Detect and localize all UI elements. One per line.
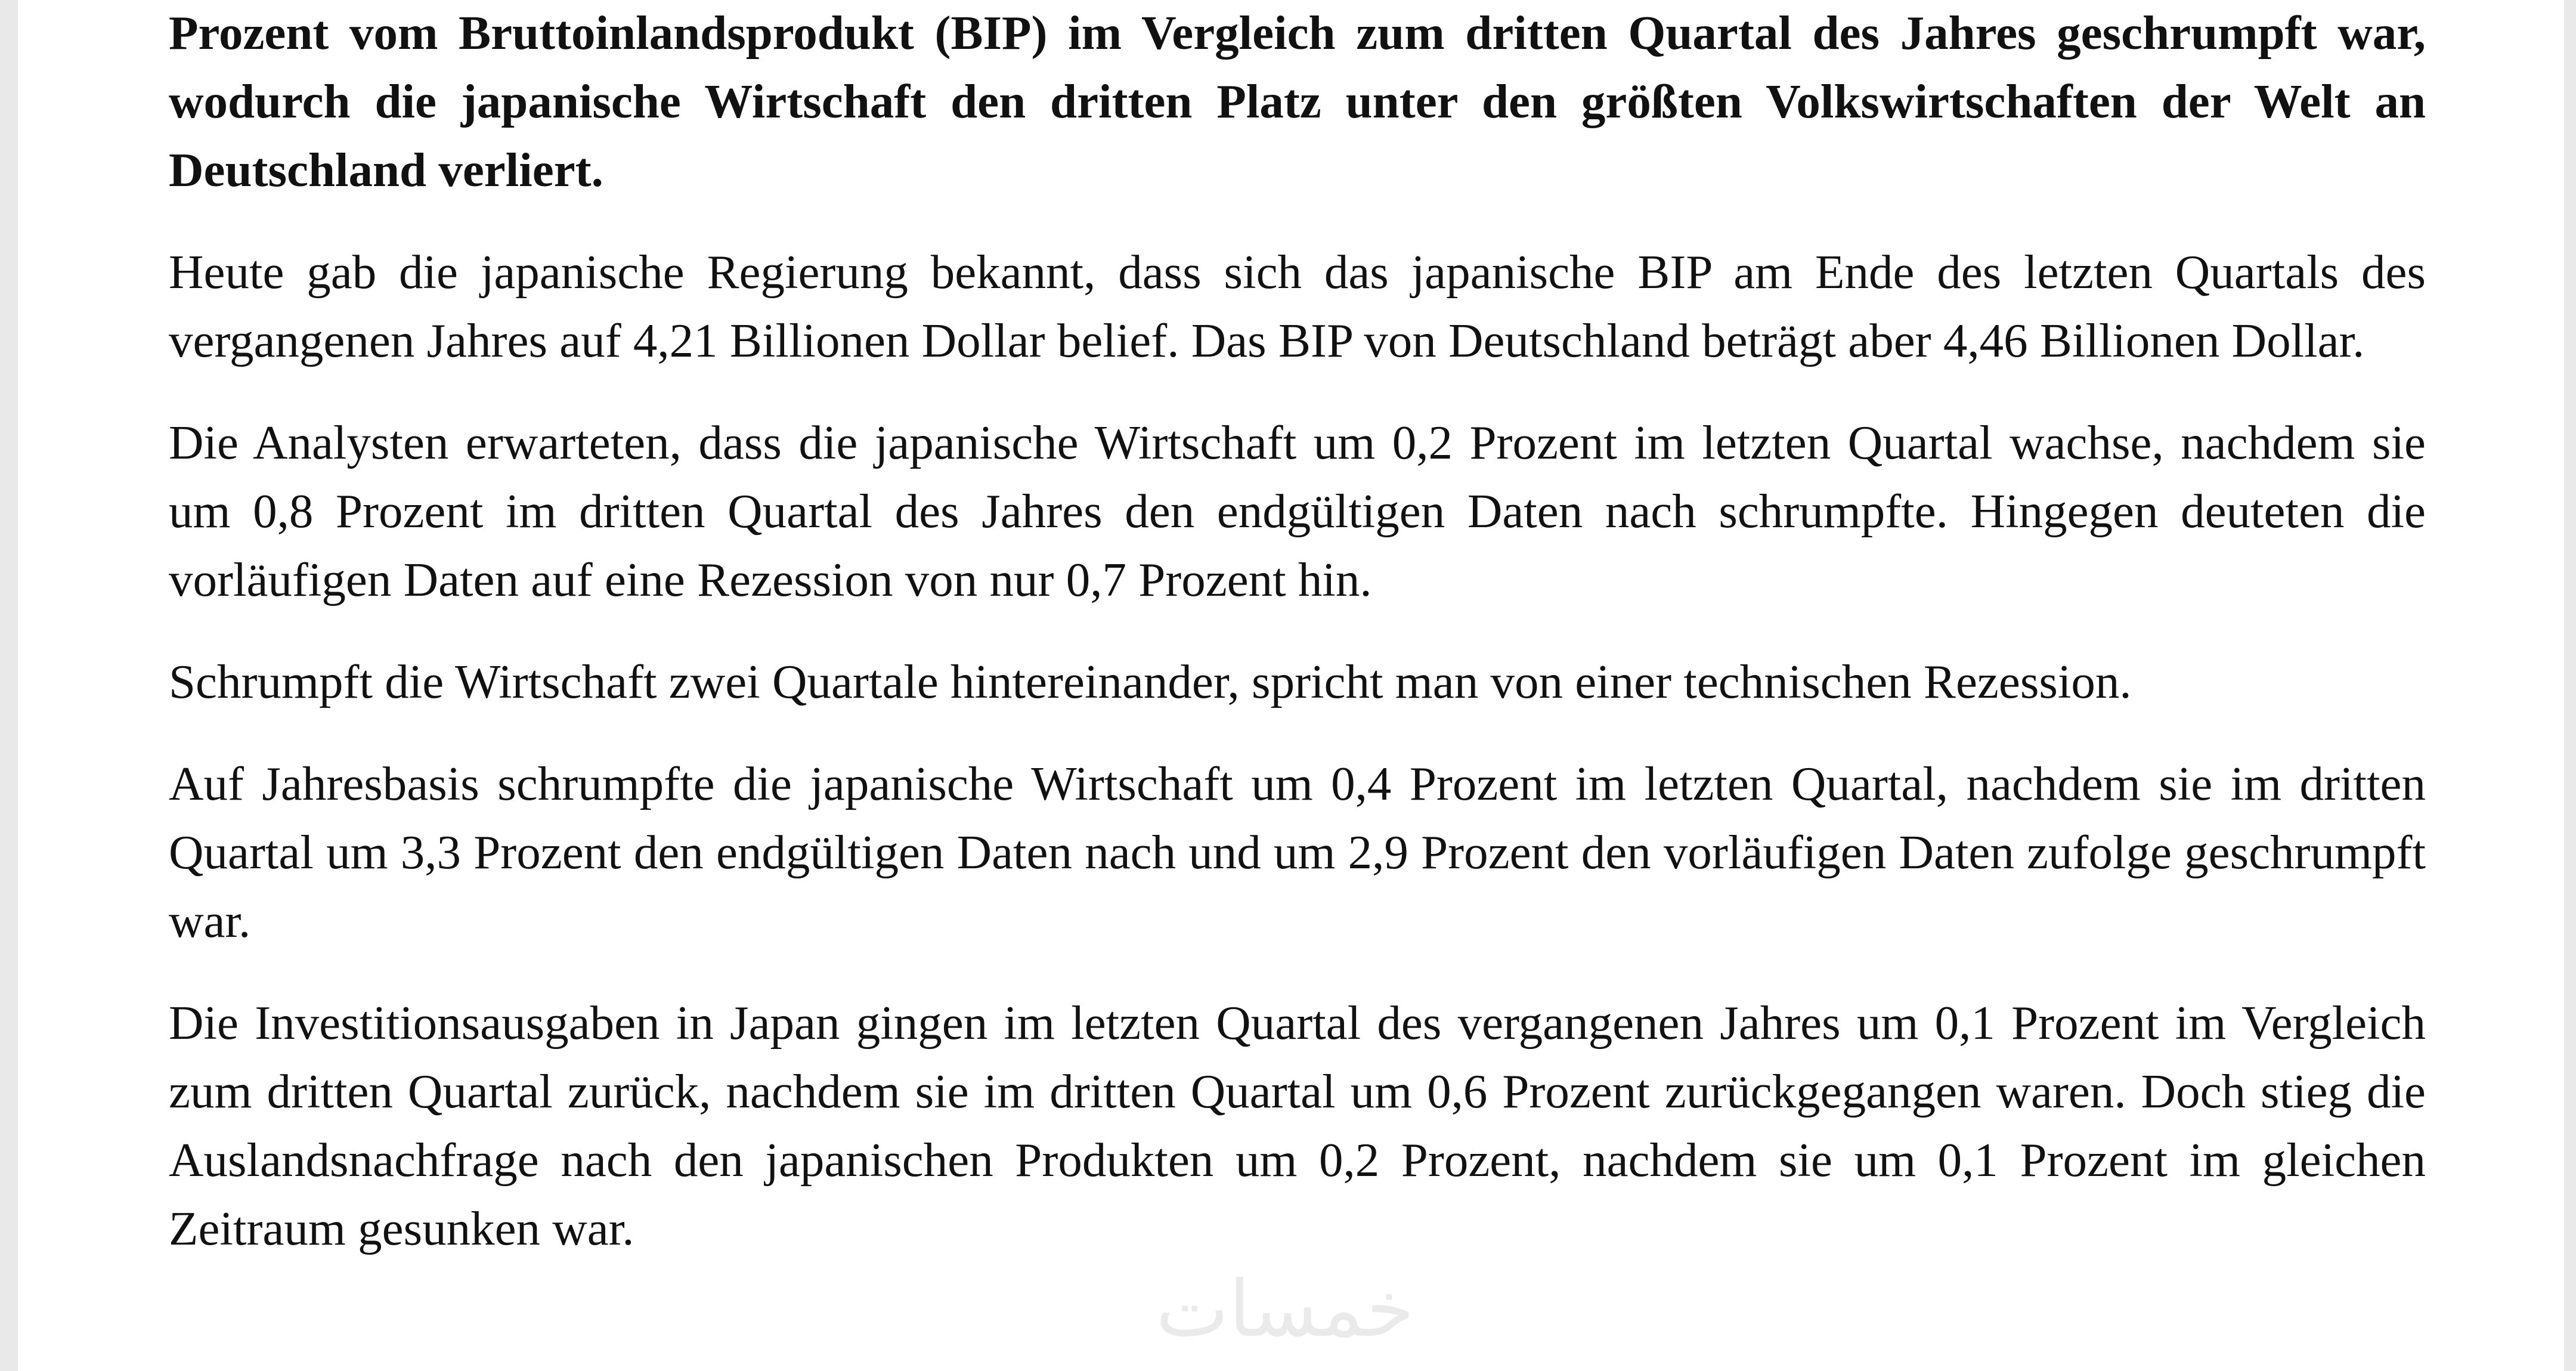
article-body — [169, 0, 2426, 1296]
lead-paragraph: Prozent vom Bruttoinlandsprodukt (BIP) im Vergleich zum dritten Quartal des Jahres geschrumpft war, wodurch die japanische Wirtschaft den dritten Platz unter den größten Volkswirtschaften der Welt an Deutschland verliert. — [169, 6, 2426, 197]
khamsat-watermark-logo — [1130, 1265, 1440, 1349]
paragraph-annual-basis: Auf Jahresbasis schrumpfte die japanische Wirtschaft um 0,4 Prozent im letzten Quartal, nachdem sie im dritten Quartal um 3,3 Prozent den endgültigen Daten nach und um 2,9 Prozent den vorläufigen Daten zufolge geschrumpft war. — [169, 757, 2426, 948]
paragraph-technical-recession: Schrumpft die Wirtschaft zwei Quartale hintereinander, spricht man von einer technischen Rezession. — [169, 655, 2132, 708]
paragraph-analyst-expectations: Die Analysten erwarteten, dass die japanische Wirtschaft um 0,2 Prozent im letzten Quartal wachse, nachdem sie um 0,8 Prozent im dritten Quartal des Jahres den endgültigen Daten nach schrumpfte. Hingegen deuteten die vorläufigen Daten auf eine Rezession von nur 0,7 Prozent hin. — [169, 416, 2426, 606]
paragraph-gdp-figures: Heute gab die japanische Regierung bekannt, dass sich das japanische BIP am Ende des letzten Quartals des vergangenen Jahres auf 4,21 Billionen Dollar belief. Das BIP von Deutschland beträgt aber 4,46 Billionen Dollar. — [169, 245, 2426, 367]
document-page — [18, 0, 2564, 1371]
watermark-logo-icon — [1130, 1265, 1440, 1349]
paragraph-investment-spending: Die Investitionsausgaben in Japan gingen im letzten Quartal des vergangenen Jahres um 0,1 Prozent im Vergleich zum dritten Quartal zurück, nachdem sie im dritten Quartal um 0,6 Prozent zurückgegangen waren. Doch stieg die Auslandsnachfrage nach den japanischen Produkten um 0,2 Prozent, nachdem sie um 0,1 Prozent im gleichen Zeitraum gesunken war. — [169, 996, 2426, 1255]
watermark-logo-text: خمسات — [1156, 1265, 1414, 1349]
